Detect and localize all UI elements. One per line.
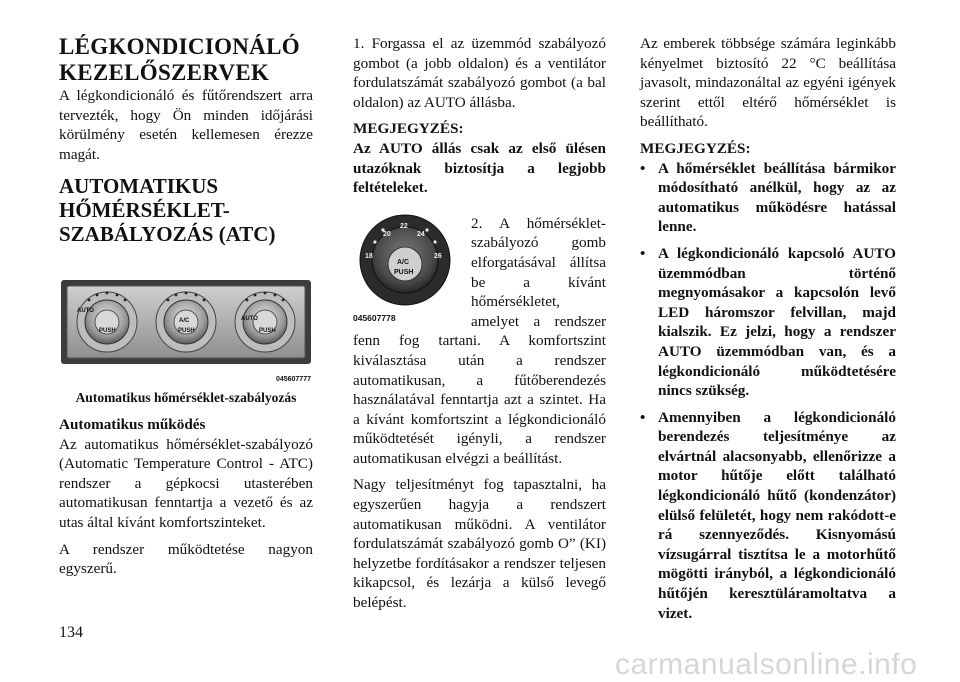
fan-knob-auto-label: AUTO xyxy=(77,308,94,315)
dial-push-label: PUSH xyxy=(394,268,414,276)
dial-number-18: 18 xyxy=(365,252,373,260)
left-paragraph-2: A rendszer működtetése nagyon egyszerű. xyxy=(59,540,313,578)
page-number: 134 xyxy=(59,624,83,641)
dial-figure-code: 045607778 xyxy=(353,312,396,323)
dial-number-20: 20 xyxy=(383,230,391,238)
mid-knob-ac-label: A/C xyxy=(179,318,190,325)
watermark: carmanualsonline.info xyxy=(615,648,918,681)
note-text-middle: Az AUTO állás csak az első ülésen utazóknak biztosítja a legjobb feltételeket. xyxy=(353,139,606,197)
fan-knob-push-label: PUSH xyxy=(99,328,116,335)
middle-column xyxy=(353,0,606,613)
right-paragraph-1: Az emberek többsége számára leginkább kényelmet biztosító 22 °C beállítása javasolt, mindazonáltal az egyéni igények szerint ettől eltérő hőmérséklet is beállítható. xyxy=(640,35,896,131)
dial-number-24: 24 xyxy=(417,230,425,238)
middle-paragraph-3: Nagy teljesítményt fog tapasztalni, ha egyszerűen hagyja a rendszert automatikusan működni. A ventilátor fordulatszámát szabályozó gomb O” (KI) helyzetbe fordításakor a rendszer teljesen kikapcsol, és lezárja a külső levegő belépést. xyxy=(353,476,606,612)
note-bullet-2: • A légkondicionáló kapcsoló AUTO üzemmódban történő megnyomásakor a kapcsolón levő LED háromszor felvillan, majd kialszik. Ez jelzi, hogy a rendszer AUTO üzemmódban van, és a légkondicionáló működtetésére nincs szükség. xyxy=(640,244,896,400)
step-1: 1. Forgassa el az üzemmód szabályozó gombot (a jobb oldalon) és a ventilátor fordulatszámát szabályozó gombot (a bal oldalon) az AUTO állásba. xyxy=(353,35,606,111)
dial-number-22: 22 xyxy=(400,222,408,230)
section-title-line1: AUTOMATIKUS xyxy=(59,174,219,199)
temperature-dial-figure xyxy=(349,212,461,324)
note-bullet-3-text: Amennyiben a légkondicionáló berendezés teljesítménye az elvártnál alacsonyabb, ellenőrizze a motor hűtője előtt található légkondicionáló hűtő (kondenzátor) elülső felületét, hogy nem rakódott-e rá szennyeződés. Kisnyomású vízsugárral tisztítsa le a motorhűtő mögötti irányból, a légkondicionáló hűtőjén keresztüláramoltatva a vizet. xyxy=(658,408,896,622)
figure-code: 045607777 xyxy=(275,376,311,384)
section-title-line2: HŐMÉRSÉKLET- xyxy=(59,198,230,223)
note-bullet-3: • Amennyiben a légkondicionáló berendezés teljesítménye az elvártnál alacsonyabb, ellenőrizze a motor hűtője előtt található légkondicionáló hűtő (kondenzátor) elülső felületét, hogy nem rakódott-e rá szennyeződés. Kisnyomású vízsugárral tisztítsa le a motorhűtő mögötti irányból, a légkondicionáló hűtőjén keresztüláramoltatva a vizet. xyxy=(640,408,896,622)
dial-ac-label: A/C xyxy=(397,258,410,266)
right-knob-push-label: PUSH xyxy=(259,328,276,335)
figure-caption: Automatikus hőmérséklet-szabályozás xyxy=(75,390,297,406)
mid-knob-push-label: PUSH xyxy=(178,328,195,335)
note-bullet-1-text: A hőmérséklet beállítása bármikor módosítható anélkül, hogy az az automatikus működésre hatással lenne. xyxy=(658,159,896,236)
intro-paragraph: A légkondicionáló és fűtőrendszert arra tervezték, hogy Ön minden időjárási körülmény esetén kellemesen érezze magát. xyxy=(59,87,313,163)
note-bullet-1: • A hőmérséklet beállítása bármikor módosítható anélkül, hogy az az automatikus működésre hatással lenne. xyxy=(640,159,896,236)
note-bullet-2-text: A légkondicionáló kapcsoló AUTO üzemmódban történő megnyomásakor a kapcsolón levő LED háromszor felvillan, majd kialszik. Ez jelzi, hogy a rendszer AUTO üzemmódban van, és a légkondicionáló működtetésére nincs szükség. xyxy=(658,244,896,400)
right-column xyxy=(640,0,896,623)
page-title-line2: KEZELŐSZERVEK xyxy=(59,60,270,85)
atc-panel-figure xyxy=(59,278,313,388)
note-heading-right: MEGJEGYZÉS: xyxy=(640,139,751,157)
dial-number-26: 26 xyxy=(434,252,442,260)
left-column xyxy=(59,0,313,579)
left-paragraph-1: Az automatikus hőmérséklet-szabályozó (Automatic Temperature Control - ATC) rendszer a gépkocsi utasterében automatikusan fenntartja a vezető és az utas által kívánt komfortszinteket. xyxy=(59,435,313,531)
sub-heading: Automatikus működés xyxy=(59,415,206,433)
note-heading-middle: MEGJEGYZÉS: xyxy=(353,120,464,138)
step-2: 2. A hőmérséklet-szabályozó gomb elforgatásával állítsa be a kívánt hőmérsékletet, amelyet a rendszer fenn fog tartani. A komfortszint kiválasztása után a rendszer automatikusan, a fűtőberendezés használatával fenntartja azt a szintet. Ha a kívánt komfortszint a légkondicionáló működtetését igényli, a rendszer automatikusan elvégzi a beállítást. xyxy=(353,214,606,467)
section-title-line3: SZABÁLYOZÁS (ATC) xyxy=(59,222,276,247)
page-title-line1: LÉGKONDICIONÁLÓ xyxy=(59,34,300,59)
right-knob-auto-label: AUTO xyxy=(241,316,258,323)
